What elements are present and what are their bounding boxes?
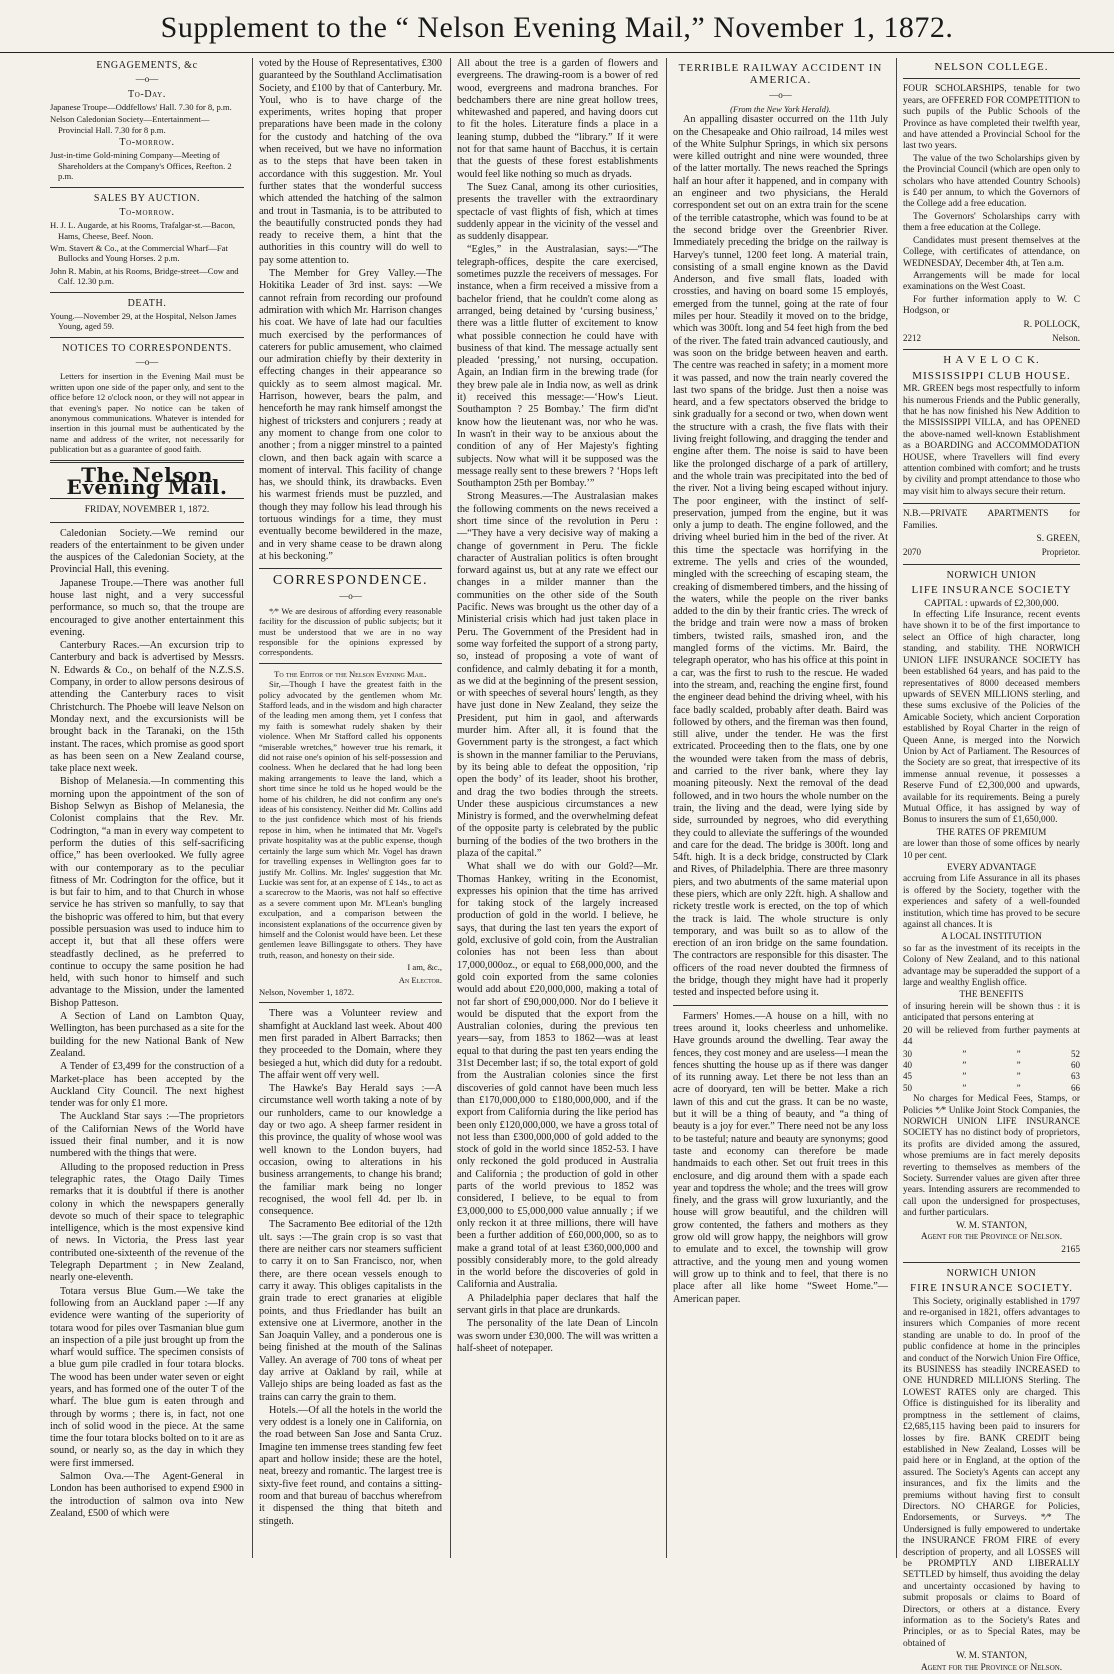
notices-title: NOTICES TO CORRESPONDENTS. — [62, 342, 232, 354]
havelock-title: H A V E L O C K. — [943, 354, 1040, 367]
fire-insurance-title-2: FIRE INSURANCE SOCIETY. — [909, 1282, 1074, 1295]
article-paragraph: There was a Volunteer review and shamfight at Auckland last week. About 400 men first paraded in Albert Barracks; then they proceeded to the Domain, where they besieged a hut, which did duty for a redoubt. The affair went off very well. — [259, 1008, 442, 1081]
ad-footer — [903, 333, 1080, 344]
ad-note: N.B.—PRIVATE APARTMENTS for Families. — [903, 509, 1080, 531]
tomorrow-heading: To-morrow. — [119, 137, 175, 149]
article-paragraph: A Philadelphia paper declares that half the servant girls in that place are drunkards. — [457, 1292, 658, 1316]
article-paragraph: Farmers' Homes.—A house on a hill, with no trees around it, looks cheerless and unhomelike. Have grounds around the dwelling. Tear away the fences, they cost money and are useless—I mean the fences shutting the house up as if there was danger of its running away. Let there be not less than an acre of dooryard, ten will be better. Make a rich lawn of this and cut the grass. It can be no waste, but it will be a thing of beauty, and “a thing of beauty is a joy for ever.” There need not be any loss to be tasteful; nature and beauty are synonyms; good taste and economy can therefore be made handmaids to each other. Set out fruit trees in this enclosure, and dig around them with a spade each year and topdress the whole; and the trees will grow finely, and the grass will grow luxuriantly, and the house will grow beautiful, and the children will grow contented, the fathers and mothers as they grow old will grow happy, the neighbors will grow to emulate and to excel, the township will grow attractive, and the young men and young women will grow up to think and to feel, that there is no place after all like home “Sweet Home.”—American paper. — [673, 1010, 889, 1305]
article-paragraph: The Suez Canal, among its other curiosities, presents the traveller with the extraordinary spectacle of vast flights of fish, which at times suddenly appear in the vicinity of the vessel and as suddenly disappear. — [457, 181, 658, 243]
article-paragraph: A Tender of £3,499 for the construction of a Market-place has been accepted by the Auckland City Council. The next highest tender was for only £1 more. — [50, 1061, 244, 1110]
table-cell: ” — [962, 1082, 967, 1093]
ornament: —o— — [135, 357, 159, 368]
ornament: —o— — [339, 591, 362, 602]
article-paragraph: Hotels.—Of all the hotels in the world the very oddest is a lonely one in California, on the road between San Jose and Santa Cruz. Imagine ten immense trees standing few feet apart and hollow inside; these are the hotel, neat, breezy and romantic. The largest tree is sixty-five feet round, and contains a sitting-room and that bureau of bacchus wherefrom it dispensed the thing that biteth and stingeth. — [259, 1404, 442, 1527]
table-cell: ” — [1016, 1048, 1021, 1059]
ad-paragraph: Arrangements will be made for local examinations on the West Coast. — [903, 270, 1080, 293]
relief-line: 20 will be relieved from further payments at 44 — [903, 1025, 1080, 1048]
article-paragraph: voted by the House of Representatives, £300 guaranteed by the Southland Acclimatisation Society, and £100 by that of Canterbury. Mr. Youl, who is to have charge of the experiments, writes hoping that proper preparations have been made in the colony for the custody and hatching of the ova when received, but we have no information as to the steps that have been taken in accordance with this suggestion. Mr. Youl further states that the wonderful success which attended the hatching of the salmon and trout in Tasmania, is to be attributed to the beautifully constructed ponds they had ready to receive them, a hint that the authorities in this country will do well to pay some attention to. — [259, 58, 442, 266]
article-paragraph: The Member for Grey Valley.—The Hokitika Leader of 3rd inst. says: —We cannot refrain from recording our profound admiration with which Mr. Harrison changes his coat. We have of late had our faculties much exercised by the performances of caterers for public amusement, who claimed our admiration chiefly by their dexterity in effecting changes in their appearance so quickly as to seem almost magical. Mr. Harrison, however, bears the palm, and henceforth he may rank himself amongst the highest of tricksters and conjurers ; ready at any moment to change from one color to another ; from a nigger minstrel to a painted clown, and then back again with scarce a moment of interval. This facility of change has, we should think, its drawbacks. Even his warmest friends must be puzzled, and though they may follow his lead through his tortuous windings for a time, they must eventually become bewildered in the maze, and in very shame cease to be drawn along at his beckoning.” — [259, 268, 442, 562]
college-title: NELSON COLLEGE. — [934, 61, 1049, 73]
ad-paragraph: are lower than those of some offices by nearly 10 per cent. — [903, 839, 1080, 861]
table-cell: 45 — [903, 1071, 912, 1082]
ad-paragraph: of insuring herein will be shown thus : it is anticipated that persons entering at — [903, 1001, 1080, 1024]
ad-paragraph: FOUR SCHOLARSHIPS, tenable for two years, are OFFERED FOR COMPETITION to such pupils of the Public Schools of the Province as have completed their twelfth year, and have attended a Provincial School for the last two years. — [903, 84, 1080, 152]
ad-paragraph: No charges for Medical Fees, Stamps, or Policies *⁄* Unlike Joint Stock Companies, the NORWICH UNION LIFE INSURANCE SOCIETY has no distinct body of proprietors, its profits are divided among the assured, whose premiums are in fact merely deposits reverting to themselves as members of the Society. Surrender values are given after three years. Intending assurers are recommended to call upon the undersigned for prospectuses, and further particulars. — [903, 1094, 1080, 1219]
dateline: FRIDAY, NOVEMBER 1, 1872. — [84, 505, 210, 516]
article-paragraph: The Auckland Star says :—The proprietors of the Californian News of the World have issued their final number, and it is now numbered with the things that were. — [50, 1111, 244, 1160]
article-paragraph: Caledonian Society.—We remind our readers of the entertainment to be given under the auspices of the Caledonian Society, at the Provincial Hall, this evening. — [50, 527, 244, 576]
article-paragraph: Bishop of Melanesia.—In commenting this morning upon the appointment of the son of Bishop Selwyn as Bishop of Melanesia, the Colonist complains that the Rev. Mr. Codrington, “a man in every way competent to perform the duties of this self-sacrificing office,” has been overlooked. We fully agree with our contemporary as to the peculiar fitness of Mr. Codrington for the office, but it is but fair to him, and to that Church in whose service he has striven so manfully, to say that the bishopric was offered to him, but that every possible persuasion was used to induce him to accept it, but that all these offers were steadfastly declined, as he preferred to continue to occupy the same position he had held, with such honor to himself and such advantage to the Mission, under the lamented Bishop Patteson. — [50, 776, 244, 1009]
table-cell: ” — [962, 1059, 967, 1070]
divider — [50, 292, 244, 293]
table-cell: ” — [1016, 1071, 1021, 1082]
divider — [50, 187, 244, 188]
article-paragraph: What shall we do with our Gold?—Mr. Thomas Hankey, writing in the Economist, expresses his opinion that the time has arrived for taking stock of the largely increased production of gold in the world. I believe, he says, that during the last ten years the export of gold, exclusive of gold coin, from the Australian colonies has not been less than about 17,000,000oz., or equal to £68,000,000, and the gold coin exported from the same colonies would add about £20,000,000, making a total of not far short of £90,000,000. Nor do I believe it would be disputed that the export from the Australian colonies, during the previous ten years—say, from 1853 to 1862—was at least equal to that during the past ten years ending the 31st December last; if so, the total export of gold from the Australian colonies since the first discoveries of gold cannot have been much less than £170,000,000 to £180,000,000, and if the export from California during the like period has been only £120,000,000, we have a gross total of not less than £300,000,000 of gold added to the stock of gold in the world since 1852-53. I have only reckoned the gold produced in Australia and California ; the production of gold in other parts of the world previous to 1852 was considered, I believe, to be equal to from £3,000,000 to £5,000,000 value annually ; if we only reckon it at three millions, there will have been a further addition of £60,000,000, so as to make a grand total of at least £360,000,000 and possibly considerably more, to the gold already in the world before the discoveries of gold in California and Australia. — [457, 861, 658, 1291]
ad-paragraph: MR. GREEN begs most respectfully to inform his numerous Friends and the Public generally, that he has now finished his New Addition to the MISSISSIPPI VILLA, and has OPENED the above-named well-known Establishment as a BOARDING and ACCOMMODATION HOUSE, where Travellers will find every attention combined with comfort; and he trusts by civility and prompt attendance to those who may visit him to always secure their return. — [903, 384, 1080, 497]
letter-date: Nelson, November 1, 1872. — [259, 986, 354, 997]
divider — [259, 663, 442, 664]
article-paragraph: Salmon Ova.—The Agent-General in London has been authorised to expend £900 in the introduction of salmon ova into New Zealand, £500 of which were — [50, 1471, 244, 1519]
ad-paragraph: In effecting Life Insurance, recent events have shown it to be of the first importance to select an Office of high character, long standing, and stability. THE NORWICH UNION LIFE INSURANCE SOCIETY has been established 64 years, and has paid to the representatives of 8000 deceased members upwards of SEVEN MILLIONS sterling, and these sums exclusive of the Policies of the Amicable Society, which ancient Corporation established by Royal Charter in the reign of Queen Anne, is merged into the Norwich Union by Act of Parliament. The Resources of the Society are so great, that irrespective of its immense annual revenue, it possesses a Reserve Fund of £2,300,000 and upwards, available for its requirements. Being a purely Mutual Office, it has assigned by way of Bonus to insurers the sum of £1,650,000. — [903, 610, 1080, 826]
table-cell: ” — [1016, 1082, 1021, 1093]
railway-accident-title: TERRIBLE RAILWAY ACCIDENT IN AMERICA. — [678, 62, 883, 87]
divider — [673, 1005, 888, 1006]
masthead: Supplement to the “ Nelson Evening Mail,” November 1, 1872. — [0, 4, 1114, 53]
life-capital: CAPITAL : upwards of £2,300,000. — [924, 598, 1059, 609]
divider — [903, 503, 1080, 504]
article-paragraph: The Hawke's Bay Herald says :—A circumstance well worth taking a note of by our runholders, came to our knowledge a day or two ago. A sheep farmer resident in this province, the quality of whose wool was well known to the London buyers, had occasion, owing to alterations in his business arrangements, to change his brand; the familiar mark being no longer recognised, the wool fell 4d. per lb. in consequence. — [259, 1083, 442, 1218]
sales-tomorrow-heading: To-morrow. — [119, 206, 175, 218]
ad-paragraph: The Governors' Scholarships carry with them a free education at the College. — [903, 211, 1080, 234]
article-paragraph: The Sacramento Bee editorial of the 12th ult. says :—The grain crop is so vast that there are neither cars nor steamers sufficient to carry it on to San Francisco, nor, when there, are there ocean vessels enough to carry it away. This obliges capitalists in the grain trade to erect granaries at eligible points, and thus Friedlander has built an extensive one at Livermore, another in the San Joaquin Valley, and a ponderous one is being finished at the mouth of the Salinas Valley. An average of 700 tons of wheat per day arrive at Oakland by rail, while at Vallejo ships are being loaded as fast as the trains can carry the grain to them. — [259, 1219, 442, 1403]
agent-role: Agent for the Province of Nelson. — [920, 1662, 1063, 1673]
list-item: John R. Mabin, at his Rooms, Bridge-street—Cow and Calf. 12.30 p.m. — [50, 265, 239, 287]
table-cell: 52 — [1070, 1048, 1080, 1059]
table-row — [903, 1049, 1080, 1060]
ad-number: 2070 — [903, 547, 921, 558]
agent-signature: W. M. STANTON, — [956, 1651, 1027, 1662]
list-item: H. J. L. Augarde, at his Rooms, Trafalgar-st.—Bacon, Hams, Cheese, Beef. Noon. — [50, 220, 236, 241]
correspondence-title: CORRESPONDENCE. — [272, 573, 429, 589]
ad-place: Nelson. — [1052, 332, 1080, 343]
ad-paragraph: The value of the two Scholarships given by the Provincial Council (which are open only to scholars who have attended Country Schools) is £40 per annum, to which the Governors of the College add a free education. — [903, 153, 1080, 210]
article-paragraph: An appalling disaster occurred on the 11th July on the Chesapeake and Ohio railroad, 14 miles west of the White Sulphur Springs, in which six persons were killed outright and nine were wounded, three of the latter mortally. The news reached the Springs half an hour after it happened, and in company with an engineer and two physicians, the Herald correspondent set out on an extra train for the scene of the terrible catastrophe, which was found to be at the second bridge over the Greenbrier River. Immediately preceding the bridge on the railway is Harvey's tunnel, 1200 feet long. A material train, consisting of a small engine known as the David Anderson, and five small flats, loaded with crossties, and having on board some 15 employés, emerged from the tunnel, going at the rate of four miles per hour. Steadily it moved on to the bridge, which was 300ft. long and 54 feet high from the bed of the river. The fated train advanced cautiously, and was soon on the bridge between heaven and earth. The centre was reached in safety; in a moment more it was passed, and now the train nearly covered the last two spans of the bridge. Just then a noise was heard, and a few spectators observed the bridge to sink gradually for a second or two, when down went the structure with a crash, the five flats with their living freight following, and dragging the tender and engine after them. The noise is said to have been like the prolonged discharge of a park of artillery, and the whole train was precipitated into the bed of the river. Not a living being escaped without injury. The poor engineer, with the instinct of self-preservation, jumped from the engine, but it was only a jump to death. The engine followed, and the driving wheel buried him in the bed of the river. At this time the spectacle was horrifying in the extreme. The yells and cries of the wounded, mingled with the screeching of escaping steam, the creaking of dismembered timbers, and the hissing of the waters, while the people on the river banks added to the din by their frantic cries. The wreck of the bridge and train were now a mass of broken timbers, twisted rails, smashed iron, and the mangled forms of the victims. Mr. Baird, the telegraph operator, who has his office at this point in a car, was the first to rush to the rescue. He waded into the stream, and, reaching the engine first, found the engineer dead behind the driving wheel, with his face badly scalded, probably after death. Baird was followed by others, and the fireman was then found, still alive, under the tender. He was the first extricated. Proceeding then to the flats, one by one the wounded were taken from the mass of debris, and carried to the river bank, where they lay moaning piteously. Next the removal of the dead followed, and in two hours the whole number on the train, the living and the dead, were lying side by side, surrounded by negroes, who did everything they could to alleviate the sufferings of the wounded and care for the dead. The bridge is 300ft. long and 54ft. high. It is a deck bridge, constructed by Clark and Rives, of Philadelphia. There are three masonry piers, and two abutments of the same material upon these piers, which are only 22ft. high. A shallow and rickety trestle work is erected, on the top of which the track is laid. The whole structure is only temporary, and was built so as to allow of the erection of an iron bridge on the same foundation. The contractors are responsible for this disaster. The officers of the road never doubted the firmness of the bridge, though they might have had it properly tested and inspected before using it. — [673, 114, 888, 999]
table-cell: 66 — [1070, 1082, 1080, 1093]
ad-signature: S. GREEN, — [1036, 534, 1080, 545]
divider — [903, 564, 1080, 565]
article-paragraph: A Section of Land on Lambton Quay, Wellington, has been purchased as a site for the building for the new National Bank of New Zealand. — [50, 1011, 244, 1059]
table-cell: 50 — [903, 1082, 912, 1093]
today-heading: To-Day. — [128, 88, 166, 100]
newspaper-flag: The Nelson Evening Mail. — [66, 462, 228, 499]
agent-role: Agent for the Province of Nelson. — [920, 1232, 1063, 1242]
article-paragraph: Totara versus Blue Gum.—We take the following from an Auckland paper :—If any evidence were wanting of the superiority of totara wood for piles over Tasmanian blue gum an inspection of a pile just brought up from the wharf would suffice. The specimen consists of a blue gum pile cradled in four totara blocks. The wood has been under water seven or eight years, and has formed one of the outer T of the wharf. The blue gum is eaten through and through by worms ; there is, in fact, not one inch of solid wood in the piece. At the same time the four totara blocks bolted on to it are as sound, or nearly so, as the day in which they were first immersed. — [50, 1285, 244, 1469]
ad-paragraph: Candidates must present themselves at the College, with certificates of attendance, on WEDNESDAY, December 4th, at Ten a.m. — [903, 235, 1080, 269]
sales-title: SALES BY AUCTION. — [93, 192, 201, 204]
ornament: —o— — [769, 89, 792, 100]
article-paragraph: Canterbury Races.—An excursion trip to Canterbury and back is advertised by Messrs. N. Edwards & Co., on behalf of the N.Z.S.S. Company, in order to allow persons desirous of attending the Canterbury races to visit Christchurch. The Phoebe will leave Nelson on Monday next, and the excursionists will be brought back in the Taranaki, on the 15th instant. The races, which promise as good sport as has been seen on a New Zealand course, take place next week. — [50, 640, 244, 775]
divider — [50, 522, 244, 523]
divider — [259, 1002, 442, 1003]
letter-body: Sir,—Though I have the greatest faith in the policy advocated by the gentlemen whom Mr. Stafford leads, and in the wisdom and high character of the leading men among them, yet I confess that my faith is somewhat rudely shaken by their violence. When Mr Stafford called his opponents “miserable wretches,” however true his remark, it did not raise one's opinion of his self-possession and coolness. When he declared that he had long been making arrangements to leave the land, which a short time since he told us he hoped would be the home of his children, he did not confirm any one's ideas of his consistency. Neither did Mr. Collins add to the just confidence which most of his friends repose in him, when he intimated that Mr. Vogel's private hospitality was at the public expense, though certainly the large sum which Mr. Vogel has drawn for travelling expenses in Wellington goes far to justify Mr. Collins. Mr. Ingles' suggestion that Mr. Luckie was sent for, at an expense of £ 14s., to act as a scarecrow to the Maoris, was not half so effective as a severe comment upon Mr. M'Lean's bungling exculpation, and a comparison between the inconsistent explanations of the occurrence given by himself and the Colonist would have been. Let these gentlemen leave Billingsgate to others. They have truth, reason, and honesty on their side. — [259, 679, 442, 960]
ad-paragraph: accruing from Life Assurance in all its phases is offered by the Society, together with the experiences and safety of a well-founded institution, which time has proved to be secure against all chances. It is — [903, 874, 1080, 931]
benefits-heading: THE BENEFITS — [959, 990, 1024, 1001]
article-paragraph: All about the tree is a garden of flowers and evergreens. The drawing-room is a bower of red wood, evergreens and madrona branches. For bedchambers there are nine great hollow trees, whitewashed and papered, and having doors cut to fit the holes. Literature finds a place in a leaning stump, dubbed the “library.” If it were not for that same haunt of Bacchus, it is certain that the guests of these forest establishments would feel like nothing so much as dryads. — [457, 58, 658, 180]
letter-signature: An Elector. — [398, 974, 442, 985]
fire-insurance-title-1: NORWICH UNION — [946, 1267, 1037, 1279]
column-3 — [450, 58, 664, 1558]
table-row — [903, 1060, 1080, 1071]
ad-number: 2212 — [903, 332, 921, 343]
divider — [50, 337, 244, 338]
column-4 — [666, 58, 894, 1558]
ad-signature: R. POLLOCK, — [1023, 319, 1080, 330]
ad-number: 2165 — [1061, 1245, 1080, 1256]
club-house-title: MISSISSIPPI CLUB HOUSE. — [912, 369, 1071, 382]
table-row — [903, 1083, 1080, 1094]
article-paragraph: Japanese Troupe.—There was another full house last night, and a very successful performance, so much so, that the troupe are encouraged to give another entertainment this evening. — [50, 577, 244, 638]
article-paragraph: “Egles,” in the Australasian, says:—“The telegraph-offices, despite the care exercised, sometimes puzzle the receivers of messages. For instance, when a firm received a missive from a bachelor friend, that he couldn't come along as arranged, being detained by ‘cursing business,’ there was a little flutter of excitement to know what possible connection he could have with business of that kind. The message actually sent pleaded ‘pressing,’ not nursing, occupation. Again, an Indian firm in the brewing trade (for they brew pale ale in India now, as well as drink it) received this message:—‘How's Lieut. Southampton ? 25 Bombay.’ The firm did'nt know how the lieutenant was, nor who he was. In wasn't in their way to be anxious about the condition of any of Her Majesty's fighting subjects. Now what will it be supposed was the message really sent to these brewers ? ‘Hops left Southampton 25th per Bombay.’” — [457, 244, 658, 490]
article-paragraph: The personality of the late Dean of Lincoln was sworn under £30,000. The will was written a half-sheet of notepaper. — [457, 1318, 658, 1354]
list-item: Japanese Troupe—Oddfellows' Hall. 7.30 for 8, p.m. — [50, 101, 232, 112]
ad-paragraph: This Society, originally established in 1797 and re-organised in 1821, offers advantages to insurers which Companies of more recent standing are unable to do. In proof of the public confidence at home in the principles and conduct of the Norwich Union Fire Office, its BUSINESS has steadily INCREASED to ONE HUNDRED MILLIONS Sterling. The LOWEST RATES only are charged. This Office is distinguished for its liberality and promptness in the settlement of claims, £2,685,115 having been paid to insurers for losses by fire. BANK CREDIT being established in New Zealand, Losses will be paid here or in England, at the option of the assured. The Society's Agents can accept any insurances, and fix the limits and the premiums without having first to consult Directors. NO CHARGE for Policies, Endorsements, or Surveys. *⁄* The Undersigned is fully empowered to undertake the INSURANCE FROM FIRE of every description of property, and all LOSSES will be PROMPTLY AND LIBERALLY SETTLED by himself, thus avoiding the delay and uncertainty occasioned by having to submit proposals or claims to Board of Directors, or others at a distance. Every information as to the Society's Rates and Principles, or as to Special Rates, may be obtained of — [903, 1296, 1080, 1649]
letter-salutation: To the Editor of the Nelson Evening Mail. — [274, 668, 427, 679]
ornament: —o— — [135, 74, 159, 85]
column-1 — [44, 58, 250, 1558]
list-item: Nelson Caledonian Society—Entertainment—Provincial Hall. 7.30 for 8 p.m. — [50, 114, 210, 135]
advantage-heading: EVERY ADVANTAGE — [946, 863, 1037, 873]
engagements-title: ENGAGEMENTS, &c — [96, 60, 198, 71]
death-title: DEATH. — [127, 297, 167, 309]
table-cell: 60 — [1070, 1059, 1080, 1070]
notices-text: Letters for insertion in the Evening Mail must be written upon one side of the paper only, and sent to the office before 12 o'clock noon, or they will not appear in that evening's paper. No notice can be taken of anonymous communications. Whatever is intended for insertion in this journal must be authenticated by the name and address of the writer, not necessarily for publication but as a guarantee of good faith. — [50, 371, 244, 455]
ad-paragraph: For further information apply to W. C Hodgson, or — [903, 294, 1080, 317]
letter-close: I am, &c., — [407, 962, 442, 973]
death-notice: Young.—November 29, at the Hospital, Nelson James Young, aged 59. — [50, 310, 237, 332]
list-item: Wm. Stavert & Co., at the Commercial Wharf—Fat Bullocks and Young Horses. 2 p.m. — [50, 243, 228, 264]
local-heading: A LOCAL INSTITUTION — [941, 932, 1042, 943]
column-5 — [896, 58, 1086, 1673]
divider — [903, 78, 1080, 79]
life-insurance-title-1: NORWICH UNION — [946, 569, 1037, 581]
correspondence-note: *⁄* We are desirous of affording every reasonable facility for the discussion of public subjects; but it must be understood that we are in no way responsible for the opinions expressed by correspondents. — [259, 605, 442, 658]
table-cell: ” — [962, 1048, 967, 1059]
ad-paragraph: so far as the investment of its receipts in the Colony of New Zealand, and to this national advantage may be superadded the support of a large and wealthy English office. — [903, 943, 1080, 989]
article-paragraph: Strong Measures.—The Australasian makes the following comments on the news received a short time since of the revolution in Peru :—“They have a very decisive way of making a change of government in Peru. The fickle character of Australian politics is often brought forward against us, but at any rate we effect our changes in a milder manner than the communities on the other side of the South Pacific. News was brought us the other day of a Ministerial crisis which had just taken place in Peru. The Government of the President had in some way forfeited the support of a strong party, so, instead of proposing a vote of want of confidence, and calmly debating it for a month, as we did at the beginning of the present session, or with speeches of several hours' length, as they have just done in New Zealand, they seize the President, put him in gaol, and afterwards murder him. After all, it is found that the Government party is the strongest, a fact which is shown in the manner familiar to the Peruvians, by its being able to defeat the opposition, ‘rip open the body’ of its leader, shoot his brother, and drag the two bodies through the streets. Under these auspicious circumstances a new Ministry is formed, and the overwhelming defeat of the opposite party is celebrated by the public burning of the bodies of the two brothers in the plaza of the capital.” — [457, 491, 658, 859]
agent-signature: W. M. STANTON, — [956, 1220, 1027, 1231]
list-item: Just-in-time Gold-mining Company—Meeting of Shareholders at the Company's Offices, Reefton. 2 p.m. — [50, 150, 232, 182]
ad-role: Proprietor. — [1041, 547, 1080, 558]
ad-footer — [903, 547, 1080, 558]
table-cell: ” — [1016, 1059, 1021, 1070]
table-row — [903, 1071, 1080, 1082]
divider — [903, 349, 1080, 350]
article-source: (From the New York Herald). — [730, 103, 831, 114]
divider — [259, 568, 442, 569]
table-cell: 63 — [1070, 1071, 1080, 1082]
column-2 — [252, 58, 448, 1558]
table-cell: 40 — [903, 1059, 912, 1070]
rates-heading: THE RATES OF PREMIUM — [936, 827, 1047, 838]
divider — [903, 1262, 1080, 1263]
life-insurance-title-2: LIFE INSURANCE SOCIETY — [911, 584, 1072, 597]
article-paragraph: Alluding to the proposed reduction in Press telegraphic rates, the Otago Daily Times remarks that it is doubtful if there is another colony in which the newspapers generally devote so much of their space to telegraphic intelligence, which is the most expensive kind of news. In Victoria, the Press last year contributed one-sixteenth of the revenue of the Telegraph Department ; in New Zealand, nearly one-eleventh. — [50, 1161, 244, 1284]
table-cell: 30 — [903, 1048, 912, 1059]
table-cell: ” — [962, 1071, 967, 1082]
